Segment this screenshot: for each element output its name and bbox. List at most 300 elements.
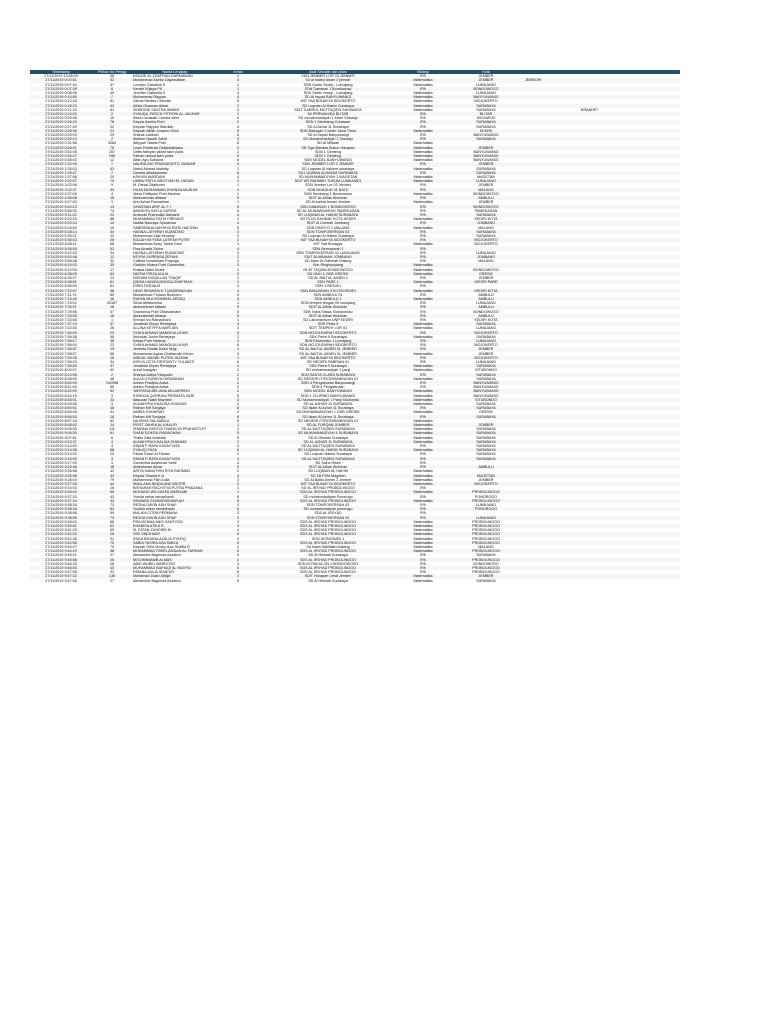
table-cell: Matematika bbox=[398, 474, 448, 478]
table-cell: 61 bbox=[109, 99, 115, 104]
table-cell: PROBOLINGGO bbox=[472, 570, 500, 575]
table-cell: SDN JEMBER LOR 3 JEMBER bbox=[258, 162, 398, 166]
table-cell: 27/11/2019 7:58:57 bbox=[30, 347, 92, 351]
table-cell: Keyzah Orila Vicoky Aziz Shaffia R bbox=[133, 544, 190, 549]
table-cell: 27/11/2019 9:37:33 bbox=[45, 494, 77, 499]
table-cell: 37 bbox=[109, 82, 115, 87]
table-cell: 27/11/2019 9:17:00 bbox=[45, 460, 77, 465]
table-cell: IPA bbox=[398, 314, 448, 318]
table-cell: AMIRA SYAHIRAH bbox=[133, 410, 165, 415]
table-cell: IPA bbox=[420, 343, 426, 348]
table-cell: 27/11/2019 6:15:03 bbox=[30, 263, 92, 267]
table-cell: SDS AL IRSYAD PROBOLINGGO bbox=[258, 558, 398, 562]
table-cell: SD Alam Ar Rahmah Malang bbox=[304, 259, 352, 264]
table-cell: Yuslida sekar ramadhanti bbox=[132, 507, 218, 511]
table-cell: JEMBER bbox=[478, 74, 494, 79]
table-cell: Matematika bbox=[413, 536, 433, 541]
table-cell: 2 bbox=[92, 112, 132, 116]
table-cell: 3 bbox=[218, 230, 258, 234]
table-cell: BANYUWANGI bbox=[473, 393, 499, 398]
table-cell: 5 bbox=[236, 578, 240, 583]
table-cell: 27/11/2019 0:00:51 bbox=[30, 78, 92, 82]
table-cell: 27/11/2019 8:40:00 bbox=[30, 381, 92, 385]
table-cell: Matematika bbox=[413, 326, 433, 331]
table-cell: LUMAJANG bbox=[475, 301, 497, 306]
table-cell: 52 bbox=[92, 389, 132, 393]
table-cell: SDK Petra 9 Surabaya bbox=[309, 334, 347, 339]
table-cell: 26 bbox=[92, 238, 132, 242]
table-cell: Muhammad Alvriliz Dayanustian bbox=[132, 78, 218, 82]
table-cell: 27/11/2019 9:47:05 bbox=[45, 570, 77, 575]
table-cell: Gundhirsa Aziahmad Sesti bbox=[133, 460, 177, 465]
table-cell: PROBOLINGGO bbox=[448, 558, 524, 562]
table-cell: BANYUWANGI bbox=[473, 149, 499, 154]
table-cell: 4 bbox=[218, 364, 258, 368]
table-cell: IPA bbox=[398, 516, 448, 520]
table-cell: 1 bbox=[236, 242, 240, 247]
table-cell: Nabila Nauraya Syaravina bbox=[132, 221, 218, 225]
table-cell: 27/11/2019 7:26:21 bbox=[30, 305, 92, 309]
table-cell: abdurahman alfasar bbox=[132, 305, 218, 309]
table-cell: MUHAMMAD FARELZAIDAN AL FARHAN bbox=[132, 549, 218, 553]
table-cell: 21 bbox=[92, 129, 132, 133]
table-cell: 136 bbox=[92, 574, 132, 578]
table-cell: KHANISA ATIKA R. bbox=[132, 524, 218, 528]
table-cell: 27/11/2019 9:39:02 bbox=[45, 519, 77, 524]
table-cell: 79 bbox=[109, 544, 115, 549]
table-cell: PROBOLINGGO bbox=[448, 499, 524, 503]
table-cell: Matematika bbox=[413, 91, 433, 96]
table-cell: PONOROGO bbox=[474, 494, 498, 499]
column-header: Timestamp bbox=[30, 70, 92, 74]
table-cell: SDIT Al-Athas Wuluhan bbox=[258, 314, 398, 318]
table-cell: 1 bbox=[218, 280, 258, 284]
table-cell: IPA bbox=[398, 381, 448, 385]
table-cell: SD LUQMAN ALHAKIM SURABAYA bbox=[258, 171, 398, 175]
table-cell: Adrian Pradipta Adiva bbox=[132, 381, 218, 385]
table-cell: 1 bbox=[218, 112, 258, 116]
table-cell: Matematika bbox=[413, 427, 433, 432]
table-cell: Matematika bbox=[398, 389, 448, 393]
table-cell: MUHAMMAD BAIHAQI AL RASYID bbox=[132, 566, 218, 570]
table-cell: SURABAYA bbox=[476, 233, 496, 238]
table-cell: MOJOKERTO bbox=[474, 242, 498, 247]
table-cell: LUMAJANG bbox=[448, 339, 524, 343]
table-cell: IPA bbox=[420, 452, 426, 457]
table-cell: SD Sains Risen bbox=[315, 460, 341, 465]
table-cell: 26 bbox=[92, 532, 132, 536]
table-cell: 2 bbox=[218, 389, 258, 393]
table-cell: SD AL FURQAN JEMBER bbox=[258, 423, 398, 427]
table-cell: SDN TOMPOKERSAN 03 bbox=[306, 502, 350, 507]
table-cell: SABIA YASIRA ASA SMIKA bbox=[132, 541, 218, 545]
table-cell: MIT YAA BUNAYYA SIDOKERTO bbox=[258, 356, 398, 360]
table-cell: Matematika bbox=[413, 334, 433, 339]
table-cell: 20 bbox=[109, 452, 115, 457]
table-cell: 4 bbox=[236, 124, 240, 129]
table-cell: 68 bbox=[109, 242, 115, 247]
table-cell: SDIT Harapan Umat Jember bbox=[258, 574, 398, 578]
table-cell: LUMAJANG bbox=[475, 91, 497, 96]
table-cell: Matematika bbox=[398, 524, 448, 528]
table-cell: 74 bbox=[109, 208, 115, 213]
table-cell: LUMAJANG bbox=[475, 502, 497, 507]
table-cell: 27/11/2019 9:05:00 bbox=[45, 427, 77, 432]
table-cell: NAUFALINO PRAMUDIHTO JANUAR bbox=[132, 162, 218, 166]
table-cell: 26 bbox=[109, 561, 115, 566]
table-cell: Muhammad Rayyan bbox=[132, 95, 218, 99]
table-cell: SD NEGERI PABRIAN 01 bbox=[306, 360, 350, 365]
table-cell: 4 bbox=[218, 474, 258, 478]
table-cell: JEMBER bbox=[478, 351, 494, 356]
table-cell: SD AL IRSYAD PROBOLINGGO bbox=[301, 486, 355, 491]
table-cell: 5 bbox=[236, 99, 240, 104]
table-cell: Gladhio Kirana Putri Gumendra bbox=[132, 263, 218, 267]
table-cell: Muhammad Azizy Taufal Gani bbox=[133, 242, 182, 247]
table-cell: 4 bbox=[218, 524, 258, 528]
table-cell: SDIT TEMPEH LOR 01 bbox=[308, 326, 348, 331]
table-cell: 4 bbox=[236, 175, 240, 180]
table-cell: IPA bbox=[420, 502, 426, 507]
table-cell: PROBOLINGGO bbox=[448, 541, 524, 545]
table-cell: MI PERWANIDA BLITAR bbox=[258, 112, 398, 116]
table-cell: 38 bbox=[92, 549, 132, 553]
table-cell: 5 bbox=[218, 154, 258, 158]
table-cell: 3 bbox=[218, 339, 258, 343]
table-cell: SDIT ALMINHAH JOMBANG bbox=[258, 255, 398, 259]
table-cell: 27/11/2019 8:58:02 bbox=[30, 423, 92, 427]
table-cell: 6 bbox=[218, 415, 258, 419]
table-cell: 52 bbox=[92, 78, 132, 82]
table-cell: 51 bbox=[109, 284, 115, 289]
table-cell: SURABAYA bbox=[448, 448, 524, 452]
table-cell: KEDIRI KOTA bbox=[448, 289, 524, 293]
table-cell: SDN JEMBER LOR 03 JEMBER bbox=[301, 74, 355, 79]
table-cell: 27/11/2019 0:26:23 bbox=[30, 120, 92, 124]
table-cell: REZHA DAVIN ASH SHAF bbox=[133, 502, 177, 507]
table-cell: IPA bbox=[398, 112, 448, 116]
table-cell: IPA bbox=[420, 301, 426, 306]
table-cell: SDS AL IRSYAD PROBOLINGGO bbox=[258, 566, 398, 570]
table-cell: 29 bbox=[109, 133, 115, 138]
table-cell: SD AL BAITUL AMIEN 01 JEMBER bbox=[299, 351, 357, 356]
table-cell: 27/11/2019 5:07:02 bbox=[45, 200, 77, 205]
table-cell: IPA bbox=[398, 221, 448, 225]
table-cell: SD MUHAMMADIYAH 1 GKB GRESIK bbox=[296, 410, 360, 415]
table-cell: SIDI SINGHABY bbox=[132, 532, 218, 536]
table-cell: 3 bbox=[236, 250, 240, 255]
table-cell: 18 bbox=[92, 305, 132, 309]
table-cell: Keyzah Rayyan Wardlah bbox=[133, 124, 174, 129]
table-cell: SURABAYA bbox=[476, 402, 496, 407]
table-cell: SD muhammadiyah 1 Krian Sidoarjo bbox=[298, 116, 358, 121]
table-cell: 27/11/2019 1:20:09 bbox=[30, 162, 92, 166]
table-cell: SDN Dabasah 1 Bondowoso bbox=[258, 87, 398, 91]
table-cell: SDIT AR RAHMAH TUKUM LUMAJANG bbox=[258, 179, 398, 183]
table-cell: 27/11/2019 9:38:36 bbox=[30, 507, 92, 511]
table-cell: Matematika bbox=[398, 448, 448, 452]
table-cell: 27/11/2019 9:42:55 bbox=[30, 541, 92, 545]
table-cell: KNSA RAYANA AZALIA SYAFIQ bbox=[133, 536, 186, 541]
table-cell: 44 bbox=[92, 482, 132, 486]
table-cell: JEMBER bbox=[448, 423, 524, 427]
table-cell: 27/11/2019 3:02:06 bbox=[45, 183, 77, 188]
table-cell: Thalia Zafa Anandia bbox=[133, 435, 166, 440]
table-cell: 34 bbox=[92, 230, 132, 234]
table-cell: SDN Santo Yosep - Lumajang bbox=[303, 82, 353, 87]
table-cell: BONDOWOSO bbox=[448, 87, 524, 91]
table-cell: IPA bbox=[420, 284, 426, 289]
table-cell: Matematika bbox=[413, 200, 433, 205]
table-cell: 62 bbox=[109, 418, 115, 423]
table-cell: 3 bbox=[218, 398, 258, 402]
table-cell: 27/11/2019 9:47:32 bbox=[30, 574, 92, 578]
table-cell: 5 bbox=[218, 305, 258, 309]
table-cell: Ibrahim Naufal Zahid bbox=[132, 137, 218, 141]
table-cell: Khmad Ivo Ramadhani bbox=[133, 317, 171, 322]
table-cell: Matematika bbox=[413, 149, 433, 154]
table-cell: BONDOWOSO bbox=[448, 205, 524, 209]
table-cell: IPA bbox=[398, 205, 448, 209]
table-cell: IPA bbox=[398, 162, 448, 166]
table-cell: 2 bbox=[236, 402, 240, 407]
table-cell: 4 bbox=[236, 528, 240, 533]
table-cell: PRAJATAMA ANIS SANTOSO bbox=[133, 519, 183, 524]
table-cell: SD AL AZHAR 11 SURABAYA bbox=[258, 440, 398, 444]
table-cell: JEMBER bbox=[448, 574, 524, 578]
table-cell: 27/11/2019 8:00:07 bbox=[45, 368, 77, 373]
table-cell: BISYARAH RACHITYA PUTRA PRADANA bbox=[133, 486, 203, 491]
table-cell: SD Al Hikmah Surabaya bbox=[308, 435, 348, 440]
table-cell: Matematika bbox=[398, 541, 448, 545]
table-cell: IPA bbox=[420, 233, 426, 238]
table-cell: Matematika bbox=[413, 175, 433, 180]
table-cell: SYAHLAHMAD MANGKULUHUR bbox=[132, 331, 218, 335]
table-cell: SD Muhammadiyah 1 Sidoarjo bbox=[258, 137, 398, 141]
data-table bbox=[30, 70, 680, 583]
table-cell: IPA bbox=[398, 238, 448, 242]
table-cell: 27/11/2019 0:24:03 bbox=[30, 112, 92, 116]
column-header: Kelas bbox=[218, 70, 258, 74]
table-cell: 27/11/2019 9:46:30 bbox=[45, 561, 77, 566]
table-cell: 27/11/2019 8:10:55 bbox=[30, 373, 92, 377]
table-cell: SABRIENNA NASHIYA RIZKI HAFIZAH bbox=[133, 225, 199, 230]
table-cell: 27/11/2019 9:40:51 bbox=[30, 524, 92, 528]
table-cell: SDS AL IRSYAD PROBOLINGGO bbox=[300, 519, 356, 524]
table-cell: IPA bbox=[398, 137, 448, 141]
table-cell: 27 bbox=[109, 578, 115, 583]
table-cell: PROBOLINGGO bbox=[448, 524, 524, 528]
table-cell: 4 bbox=[218, 289, 258, 293]
table-cell: 27/11/2019 9:41:29 bbox=[45, 528, 77, 533]
table-cell: BANYUWANGI bbox=[473, 133, 499, 138]
table-cell: SD NEGERI OTRODIRANINGAN 01 bbox=[297, 376, 359, 381]
table-cell: BONDOWOSO bbox=[473, 267, 499, 272]
table-cell: IPA bbox=[398, 171, 448, 175]
table-cell: KINANTI RAFA KASAYYATA bbox=[132, 457, 218, 461]
table-cell: 12 bbox=[92, 255, 132, 259]
table-cell: SDS AL IRSYAD PROBOLINGGO bbox=[258, 499, 398, 503]
table-cell: Matematika bbox=[398, 574, 448, 578]
table-cell: 2 bbox=[92, 137, 132, 141]
table-cell: 43 bbox=[109, 469, 115, 474]
table-cell: 27/11/2019 9:42:02 bbox=[30, 532, 92, 536]
table-cell: SDK Santo Yosep - Lumajang bbox=[303, 91, 353, 96]
table-cell: Athila Ghassan Akbar bbox=[132, 104, 218, 108]
table-cell: SD Al Hikmah Surabaya bbox=[308, 553, 348, 558]
table-cell: 4 bbox=[218, 322, 258, 326]
table-cell: Matematika bbox=[413, 477, 433, 482]
table-cell: 27/11/2019 5:22:34 bbox=[30, 221, 92, 225]
table-cell: 66 bbox=[92, 490, 132, 494]
table-cell: BONDOWOSO bbox=[473, 561, 499, 566]
table-cell: 83 bbox=[92, 507, 132, 511]
table-cell: IPA bbox=[398, 406, 448, 410]
table-cell: 27/11/2019 5:53:48 bbox=[30, 255, 92, 259]
table-cell: SDS AL IRSYAD PROBOLINGGO bbox=[258, 490, 398, 494]
table-cell: Grazianna Putri Oktaviantara bbox=[133, 309, 181, 314]
table-cell: REZHA DAVIN ASH SHAF bbox=[132, 516, 218, 520]
table-cell: IPA bbox=[420, 74, 426, 79]
table-cell: 3 bbox=[110, 460, 114, 465]
table-cell: 27/11/2019 0:12:34 bbox=[45, 99, 77, 104]
table-cell: SURABAYA bbox=[476, 334, 496, 339]
table-cell: 1 bbox=[218, 423, 258, 427]
table-cell: MALANG bbox=[448, 188, 524, 192]
table-cell: IPA bbox=[420, 570, 426, 575]
table-cell: SDS AL IRSYAD PROBOLINGGO bbox=[300, 570, 356, 575]
table-cell: Matematika bbox=[398, 322, 448, 326]
table-cell: SDN KOTAKULON 1 BONDOWOSO bbox=[297, 561, 359, 566]
table-cell: 5 bbox=[236, 393, 240, 398]
table-cell: 111 bbox=[109, 427, 115, 432]
table-cell: Callista Nuraidham Prayoga bbox=[133, 259, 179, 264]
table-cell: SD muhammadiyah ponorogo bbox=[258, 507, 398, 511]
table-cell: BANYUWANGI bbox=[448, 389, 524, 393]
table-cell: 6 bbox=[218, 171, 258, 175]
table-cell: 27/11/2019 0:46:41 bbox=[30, 146, 92, 150]
table-cell: 2 bbox=[236, 275, 240, 280]
table-cell: NAJISHA SALSABILA bbox=[133, 418, 170, 423]
table-cell: SYAHLAHMAD MANGKULUHUR bbox=[133, 343, 189, 348]
table-cell: Abdurahman alfasar bbox=[132, 196, 218, 200]
table-cell: IPA bbox=[398, 87, 448, 91]
table-cell: Matematika bbox=[398, 398, 448, 402]
table-cell: 1 bbox=[236, 166, 240, 171]
table-cell: SD LUQMAN AL HAKIM SURABAYA bbox=[258, 213, 398, 217]
table-cell: 27/11/2019 5:38:11 bbox=[45, 242, 77, 247]
table-cell: 27/11/2019 5:11:03 bbox=[30, 213, 92, 217]
table-cell: 287 bbox=[108, 149, 116, 154]
table-cell: 3 bbox=[110, 393, 114, 398]
table-cell: M. Faisal Zitathown bbox=[133, 183, 165, 188]
table-cell: Shania Labibah bbox=[133, 133, 159, 138]
table-cell: Matematika bbox=[413, 99, 433, 104]
table-cell: 27/11/2019 9:38:58 bbox=[45, 511, 77, 516]
table-cell: 27/11/2019 9:06:30 bbox=[30, 431, 92, 435]
table-cell: Matematika bbox=[413, 82, 433, 87]
table-cell: 27/11/2019 9:38:55 bbox=[30, 516, 92, 520]
table-cell: 27/11/2019 9:07:51 bbox=[45, 435, 77, 440]
table-cell: 33 bbox=[92, 188, 132, 192]
table-cell: Matematika bbox=[398, 364, 448, 368]
table-cell: 38 bbox=[92, 339, 132, 343]
table-cell: ALMAHYRA KHALISA SHANUM bbox=[132, 440, 218, 444]
table-cell: 64 bbox=[92, 272, 132, 276]
table-cell: 12 bbox=[109, 158, 115, 163]
table-cell: 7 bbox=[92, 95, 132, 99]
table-cell: Daroba alfadlauneas bbox=[132, 171, 218, 175]
table-cell: 43 bbox=[109, 494, 115, 499]
table-cell: Keyzia Ghania K.A bbox=[132, 474, 218, 478]
table-cell: 63 bbox=[92, 524, 132, 528]
table-cell: IPA bbox=[420, 133, 426, 138]
table-cell: Matematika bbox=[413, 376, 433, 381]
table-cell: Muhammad Zaki Munduy bbox=[133, 233, 175, 238]
table-cell: JEMBER bbox=[478, 200, 494, 205]
table-cell: IPA bbox=[398, 356, 448, 360]
table-cell: SDN BANJARAN II KOTA KEDIRI bbox=[258, 289, 398, 293]
table-cell: 27/11/2019 0:52:05 bbox=[45, 149, 77, 154]
table-cell: M. FATAN ZUHDIRA M. bbox=[133, 528, 172, 533]
table-cell: 42 bbox=[109, 368, 115, 373]
table-cell: SDS AL IRSYAD PROBOLINGGO bbox=[258, 541, 398, 545]
table-cell: 3 bbox=[92, 457, 132, 461]
table-cell: 4 bbox=[110, 444, 114, 449]
table-cell: SD PLUS RAHMAT KOTA KEDIRI bbox=[300, 217, 356, 222]
table-cell: SD AL MUTTAQIEN SURABAYA bbox=[258, 457, 398, 461]
table-cell: 27/11/2019 7:59:23 bbox=[45, 360, 77, 365]
table-cell: 2 bbox=[236, 149, 240, 154]
table-cell: 6 bbox=[218, 532, 258, 536]
table-cell: ZHANNA FAEZYA THAFALYA PRAHASTUTI bbox=[133, 427, 207, 432]
table-cell: 27/11/2019 0:30:23 bbox=[30, 137, 92, 141]
table-cell: 61 bbox=[92, 431, 132, 435]
table-cell: SDN Jember Lor 03 Jember bbox=[305, 183, 351, 188]
table-cell: 5 bbox=[236, 309, 240, 314]
table-cell: SDN DABASAH 1 BONDOWOSO bbox=[258, 205, 398, 209]
table-cell: 31 bbox=[109, 536, 115, 541]
table-cell: MAGETAN bbox=[448, 474, 524, 478]
table-cell: 18 bbox=[92, 465, 132, 469]
table-cell: SD LUQMAN AL HAKIM SURABAYA bbox=[258, 448, 398, 452]
table-cell: PROBOLINGGO bbox=[448, 490, 524, 494]
table-cell: SDIT Al-Athas Wuluhan bbox=[258, 465, 398, 469]
table-cell: MALANG bbox=[478, 225, 494, 230]
table-cell: BLITAR bbox=[448, 112, 524, 116]
table-cell: 35 bbox=[92, 263, 132, 267]
table-cell: SURABAYA bbox=[448, 120, 524, 124]
table-cell: 18 bbox=[92, 356, 132, 360]
table-cell: 27/11/2019 5:58:48 bbox=[45, 259, 77, 264]
table-cell: BANYUWANGI bbox=[473, 385, 499, 390]
table-cell: LUMAJANG bbox=[448, 516, 524, 520]
table-cell: 5 bbox=[218, 541, 258, 545]
table-cell: 2 bbox=[218, 574, 258, 578]
table-cell: 6 bbox=[218, 406, 258, 410]
table-cell: 27/11/2019 0:08:06 bbox=[45, 91, 77, 96]
table-cell: IPA bbox=[398, 347, 448, 351]
table-cell: 66 bbox=[109, 519, 115, 524]
table-cell: BANYUWANGI bbox=[448, 154, 524, 158]
table-cell: SURABAYA bbox=[476, 427, 496, 432]
table-cell: 22 bbox=[109, 124, 115, 129]
table-cell: SURABAYA bbox=[448, 415, 524, 419]
table-cell: 27/11/2019 4:56:08 bbox=[30, 196, 92, 200]
table-cell: 27/11/2019 7:11:74 bbox=[45, 292, 77, 297]
table-cell: 27/11/2019 8:56:46 bbox=[45, 410, 77, 415]
table-cell: 27/11/2019 0:31:56 bbox=[45, 141, 77, 146]
